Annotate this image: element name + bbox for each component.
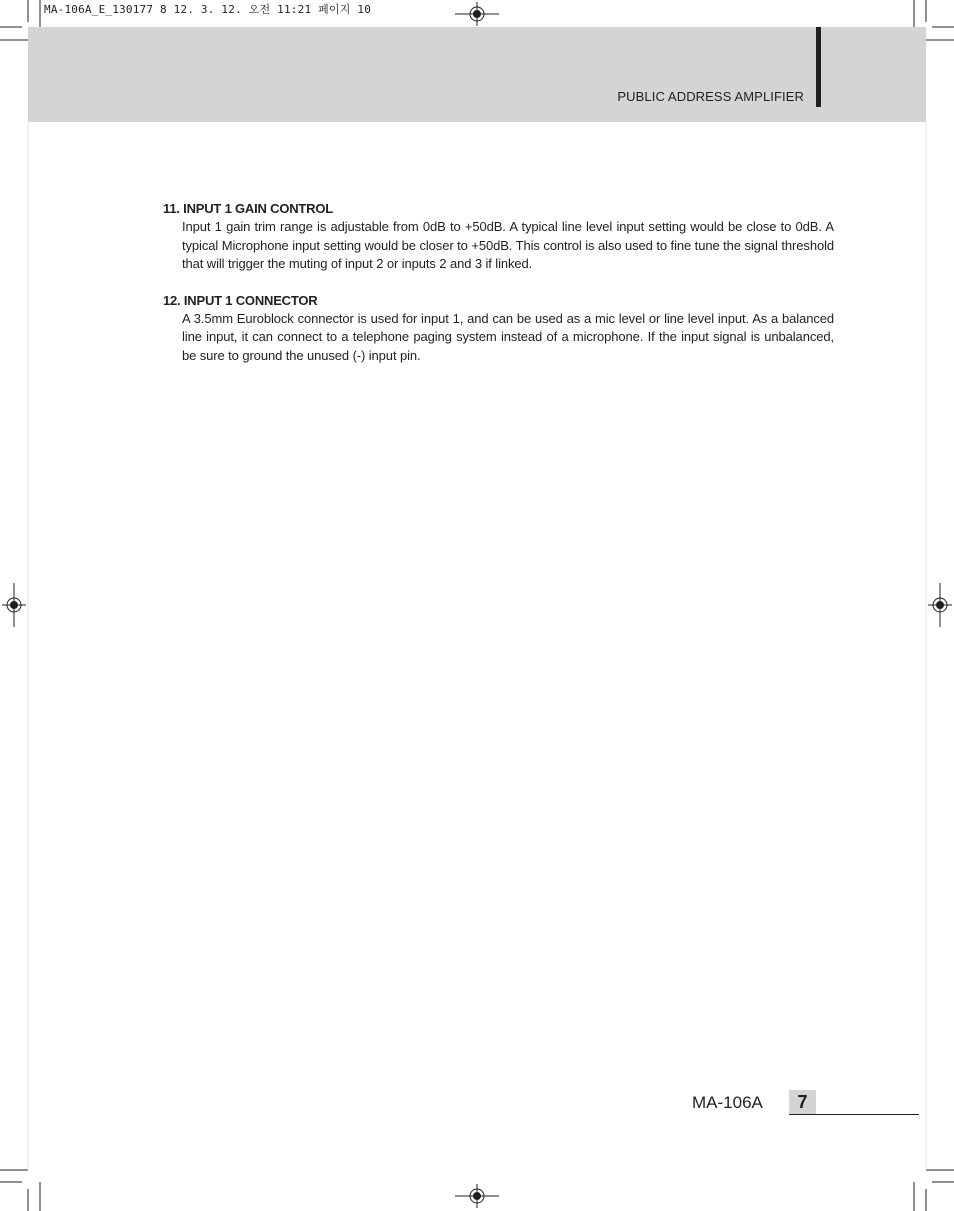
crop-mark-icon bbox=[914, 1170, 954, 1211]
page-number: 7 bbox=[789, 1090, 816, 1114]
header-title: PUBLIC ADDRESS AMPLIFIER bbox=[617, 89, 804, 104]
registration-mark-icon bbox=[928, 583, 952, 627]
section-body: A 3.5mm Euroblock connector is used for input 1, and can be used as a mic level or line level input. As a balanced line input, it can connect to a telephone paging system instead of a microphone. If the input signal is unbalanced, be sure to ground the unused (-) input pin. bbox=[182, 310, 834, 363]
section-title: 11. INPUT 1 GAIN CONTROL bbox=[163, 201, 334, 216]
crop-mark-icon bbox=[914, 0, 954, 40]
footer-model: MA-106A bbox=[692, 1093, 763, 1112]
section-body: Input 1 gain trim range is adjustable from 0dB to +50dB. A typical line level input setting would be close to 0dB. A typical Microphone input setting would be closer to +50dB. This control is also used to fine tune the signal threshold that will trigger the muting of input 2 or inputs 2 and 3 if linked. bbox=[182, 219, 834, 271]
crop-mark-icon bbox=[0, 1170, 40, 1211]
registration-mark-icon bbox=[2, 583, 26, 627]
registration-mark-icon bbox=[455, 2, 499, 26]
crop-mark-icon bbox=[0, 0, 40, 40]
section-title: 12. INPUT 1 CONNECTOR bbox=[163, 292, 318, 308]
registration-mark-icon bbox=[455, 1184, 499, 1208]
print-slug: MA-106A_E_130177 8 12. 3. 12. 오전 11:21 페이지 10 bbox=[44, 3, 372, 16]
